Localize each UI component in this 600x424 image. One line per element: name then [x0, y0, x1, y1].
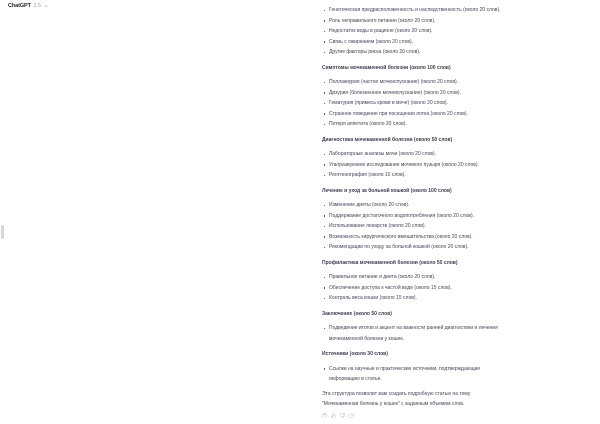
- list-item: Поллакиурия (частое мочеиспускание) (около 20 слов).: [322, 77, 502, 88]
- list-item: Дизурия (болезненное мочеиспускание) (около 20 слов).: [322, 88, 502, 99]
- thumbs-down-button[interactable]: [340, 413, 346, 419]
- list-item: Рекомендации по уходу за больной кошкой (около 20 слов).: [322, 242, 502, 253]
- list-item: Поддержание достаточного водопотребления (около 20 слов).: [322, 211, 502, 222]
- list-item: Недостаток воды в рационе (около 20 слов).: [322, 26, 502, 37]
- bullet-list: [322, 5, 502, 58]
- bullet-list: [322, 200, 502, 253]
- bullet-list: [322, 323, 502, 344]
- thumbs-up-icon: [331, 413, 337, 419]
- copy-icon: [322, 413, 328, 419]
- bullet-list: [322, 77, 502, 130]
- list-item: Роль неправильного питания (около 20 слов).: [322, 16, 502, 27]
- model-switcher[interactable]: [8, 2, 48, 10]
- regenerate-button[interactable]: [348, 413, 354, 419]
- sidebar-toggle[interactable]: [1, 225, 4, 239]
- list-item: Связь с ожирением (около 20 слов).: [322, 37, 502, 48]
- section-heading: Симптомы мочекаменной болезни (около 100 слов): [322, 64, 451, 71]
- thumbs-down-icon: [340, 413, 346, 419]
- closing-paragraph: Эта структура позволит вам создать подробную статью на тему "Мочекаменная болезнь у кошек" с заданным объемом слов.: [322, 390, 471, 407]
- list-item: Рентгенография (около 10 слов).: [322, 170, 502, 181]
- bullet-list: [322, 364, 502, 385]
- list-item: Обеспечение доступа к чистой воде (около 15 слов).: [322, 283, 502, 294]
- list-item: Возможность хирургического вмешательства (около 20 слов).: [322, 232, 502, 243]
- list-item: Правильное питание и диета (около 20 слов).: [322, 272, 502, 283]
- thumbs-up-button[interactable]: [331, 413, 337, 419]
- app-title: ChatGPT: [8, 3, 31, 9]
- chevron-down-icon: [44, 4, 49, 9]
- list-item: Другие факторы риска (около 20 слов).: [322, 47, 502, 58]
- list-item: Изменение диеты (около 20 слов).: [322, 200, 502, 211]
- list-item: Ссылки на научные и практические источники, подтверждающие информацию в статье.: [322, 364, 502, 385]
- list-item: Странное поведение при посещении лотка (около 20 слов).: [322, 109, 502, 120]
- section-heading: Источники (около 30 слов): [322, 351, 388, 357]
- list-item: Гематурия (примесь крови в моче) (около 20 слов).: [322, 98, 502, 109]
- bullet-list: [322, 272, 502, 304]
- bullet-list: [322, 149, 502, 181]
- list-item: Контроль веса кошки (около 15 слов).: [322, 293, 502, 304]
- assistant-message: [322, 5, 502, 418]
- list-item: Лабораторные анализы мочи (около 20 слов).: [322, 149, 502, 160]
- copy-button[interactable]: [322, 413, 328, 419]
- section-heading: Профилактика мочекаменной болезни (около 50 слов): [322, 259, 458, 266]
- list-item: Подведение итогов и акцент на важности ранней диагностики и лечения мочекаменной болезни у кошек.: [322, 323, 502, 344]
- regenerate-icon: [348, 413, 354, 419]
- list-item: Использование лекарств (около 20 слов).: [322, 221, 502, 232]
- section-heading: Диагностика мочекаменной болезни (около 50 слов): [322, 136, 453, 143]
- section-heading: Лечение и уход за больной кошкой (около 100 слов): [322, 187, 452, 194]
- message-actions: [322, 413, 502, 419]
- model-version: 3.5: [33, 3, 41, 9]
- list-item: Потеря аппетита (около 20 слов).: [322, 119, 502, 130]
- list-item: Генетическая предрасположенность и наследственность (около 20 слов).: [322, 5, 502, 16]
- section-heading: Заключение (около 50 слов): [322, 310, 392, 317]
- list-item: Ультразвуковое исследование мочевого пузыря (около 20 слов).: [322, 160, 502, 171]
